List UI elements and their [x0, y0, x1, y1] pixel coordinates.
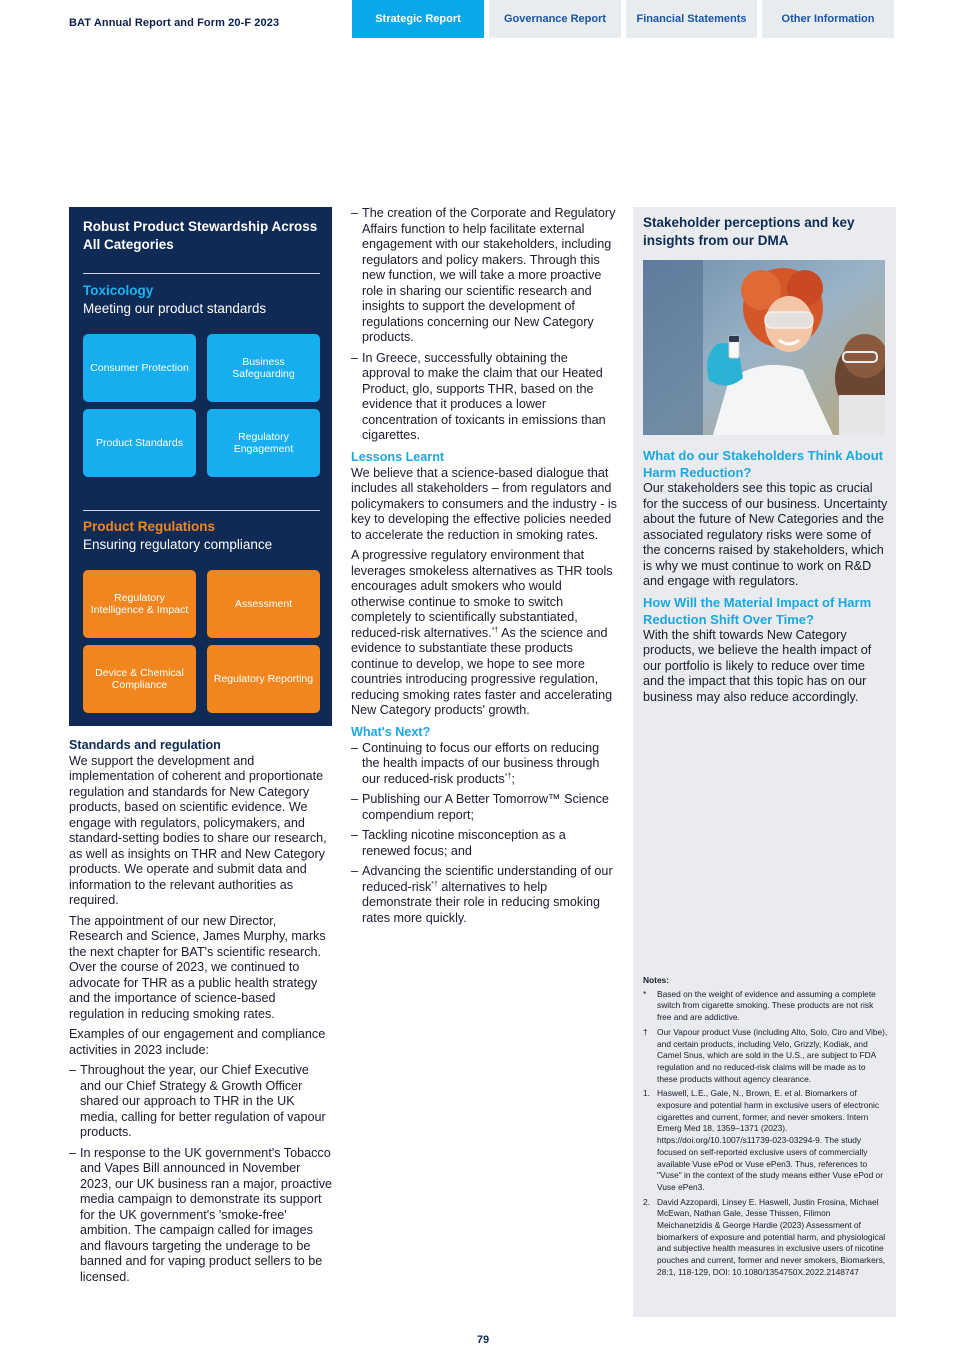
panel-title: Robust Product Stewardship Across All Categories — [83, 219, 318, 252]
stakeholder-sidebar — [633, 207, 896, 1317]
footnote-mark: *† — [504, 772, 512, 780]
text: A progressive regulatory environment that leverages smokeless alternatives as THR tools encourages adult smokers who would otherwise continue to smoke to switch completely to scientifically substantiated, reduced-risk alternatives. — [351, 548, 613, 640]
tile-regulatory-intelligence: Regulatory Intelligence & Impact — [83, 570, 196, 638]
footnote-mark: * — [643, 988, 647, 999]
question-heading: How Will the Material Impact of Harm Reduction Shift Over Time? — [643, 594, 872, 627]
paragraph: With the shift towards New Category products, we believe the health impact of our portfolio is likely to reduce over time and the impact that this topic has on our business may also reduce accordingly. — [643, 627, 872, 704]
paragraph: We support the development and implementation of coherent and proportionate regulation and standards for New Category products, based on scientific evidence. We engage with regulators, policymakers, and standard-setting bodies to share our research, as well as insights on THR and New Category products. We operate and submit data and information to the relevant authorities as required. — [69, 753, 327, 907]
footnote-mark: † — [643, 1026, 648, 1037]
tab-strategic-report[interactable]: Strategic Report — [352, 0, 484, 38]
footnote-mark: 1. — [643, 1088, 650, 1099]
bullet-item: – The creation of the Corporate and Regulatory Affairs function to help facilitate external engagement with our stakeholders, including regulators and policy makers. Through this new function, we will take a more proactive role in sharing our scientific research and insights to support the development of regulations concerning our New Category products. — [351, 206, 617, 346]
product-regulations-title: Product Regulations — [83, 519, 216, 534]
scientist-photo — [643, 260, 885, 435]
tile-product-standards: Product Standards — [83, 409, 196, 477]
footnote-mark: *† — [431, 880, 438, 888]
product-regulations-subtitle: Ensuring regulatory compliance — [83, 537, 273, 552]
tile-assessment: Assessment — [207, 570, 320, 638]
whats-next-heading: What's Next? — [351, 724, 431, 739]
question-heading: What do our Stakeholders Think About Harm Reduction? — [643, 448, 884, 480]
left-column — [69, 738, 333, 1290]
page-number: 79 — [476, 1334, 490, 1346]
bullet-item: – Tackling nicotine misconception as a renewed focus; and — [351, 828, 617, 859]
section-tabs — [352, 0, 894, 38]
bullet-item: – Throughout the year, our Chief Executive and our Chief Strategy & Growth Officer shared our approach to THR in the UK media, calling for better regulation of vapour products. — [69, 1063, 333, 1141]
divider — [83, 273, 320, 274]
footnote-text: Haswell, L.E., Gale, N., Brown, E. et al. Biomarkers of exposure and potential harm in exclusive users of electronic cigarettes and current, former, and never smokers. Intern Emerg Med 18, 1359–1371 (2023). https://doi.org/10.1007/s11739-023-03294-9. The study focused on self-reported exclusive users of commercially available Vuse ePod or Vuse ePen3. Thus, references to "Vuse" in the context of the study means either Vuse ePod or Vuse ePen3. — [657, 1088, 883, 1192]
footnote-mark: 2. — [643, 1196, 650, 1207]
bullet-item — [351, 741, 617, 788]
tile-device-chemical-compliance: Device & Chemical Compliance — [83, 645, 196, 713]
paragraph — [351, 548, 617, 719]
text: As the science and evidence to substantiate these products continue to develop, we hope to see more countries introducing progressive regulation, reducing smoking rates faster and accelerating New Category products' growth. — [351, 625, 613, 717]
text: ; — [511, 771, 515, 786]
footnote-text: Based on the weight of evidence and assuming a complete switch from cigarette smoking. These products are not risk free and are addictive. — [657, 988, 876, 1023]
toxicology-title: Toxicology — [83, 283, 154, 298]
text: Continuing to focus our efforts on reducing the health impacts of our business through our reduced-risk products — [362, 740, 600, 786]
middle-column — [351, 206, 617, 931]
paragraph: We believe that a science-based dialogue that includes all stakeholders – from regulators and policymakers to consumers and the industry - is key to developing the effective policies needed to accelerate the reduction in smoking rates. — [351, 465, 617, 542]
footnote-mark: *† — [491, 626, 499, 634]
product-stewardship-panel — [69, 207, 332, 726]
text: alternatives to help demonstrate their role in reducing smoking rates more quickly. — [362, 879, 601, 925]
footnote-text: David Azzopardi, Linsey E. Haswell, Justin Frosina, Michael McEwan, Nathan Gale, Jesse Thissen, Filimon Meichanetzidis & George Hardie (2023) Assessment of biomarkers of exposure and potential harm, and physiological and subjective health measures in exclusive users of nicotine pouches and current, former and never smokers, Biomarkers, 28:1, 118-129, DOI: 10.1080/1354750X.2022.2148747 — [657, 1196, 886, 1277]
footnote-text: Our Vapour product Vuse (including Alto, Solo, Ciro and Vibe), and certain products, including Velo, Grizzly, Kodiak, and Camel Snus, which are sold in the U.S., are subject to FDA regulation and no reduced-risk claims will be made as to these products without agency clearance. — [657, 1026, 888, 1084]
tile-business-safeguarding: Business Safeguarding — [207, 334, 320, 402]
tile-regulatory-engagement: Regulatory Engagement — [207, 409, 320, 477]
tab-governance-report[interactable]: Governance Report — [489, 0, 621, 38]
paragraph: The appointment of our new Director, Research and Science, James Murphy, marks the next chapter for BAT's scientific research. Over the course of 2023, we continued to advocate for THR as a public health strategy and the importance of science-based regulation in reducing smoking rates. — [69, 913, 326, 1021]
footnote — [643, 1088, 888, 1193]
divider — [83, 510, 320, 511]
tab-other-information[interactable]: Other Information — [762, 0, 894, 38]
footnote — [643, 989, 888, 1024]
tile-consumer-protection: Consumer Protection — [83, 334, 196, 402]
tile-regulatory-reporting: Regulatory Reporting — [207, 645, 320, 713]
bullet-item — [351, 864, 617, 926]
bullet-item: – Publishing our A Better Tomorrow™ Science compendium report; — [351, 792, 617, 823]
sidebar-body — [643, 447, 889, 709]
tab-financial-statements[interactable]: Financial Statements — [626, 0, 757, 38]
footnote — [643, 1197, 888, 1279]
bullet-item: – In Greece, successfully obtaining the approval to make the claim that our Heated Product, glo, supports THR, based on the evidence that it produces a lower concentration of toxicants in emissions than cigarettes. — [351, 351, 617, 444]
bullet-item: – In response to the UK government's Tobacco and Vapes Bill announced in November 2023, our UK business ran a major, proactive media campaign to demonstrate its support for the UK government's 'smoke-free' ambition. The campaign called for images and flavours targeting the underage to be banned and for vaping product sellers to be licensed. — [69, 1146, 333, 1286]
document-title: BAT Annual Report and Form 20-F 2023 — [69, 17, 280, 29]
lessons-learnt-heading: Lessons Learnt — [351, 449, 445, 464]
notes-title: Notes: — [643, 975, 670, 985]
footnotes — [643, 975, 888, 1282]
text: Advancing the scientific understanding of our reduced-risk — [362, 864, 613, 894]
toxicology-subtitle: Meeting our product standards — [83, 301, 267, 316]
footnote — [643, 1027, 888, 1086]
standards-heading: Standards and regulation — [69, 738, 221, 752]
sidebar-title: Stakeholder perceptions and key insights from our DMA — [643, 215, 855, 248]
paragraph: Examples of our engagement and compliance activities in 2023 include: — [69, 1027, 326, 1057]
paragraph: Our stakeholders see this topic as crucial for the success of our business. Uncertainty about the future of New Categories and the associated regulatory risks were some of the concerns raised by stakeholders, which is why we must continue to work on R&D and engage with regulators. — [643, 481, 888, 588]
